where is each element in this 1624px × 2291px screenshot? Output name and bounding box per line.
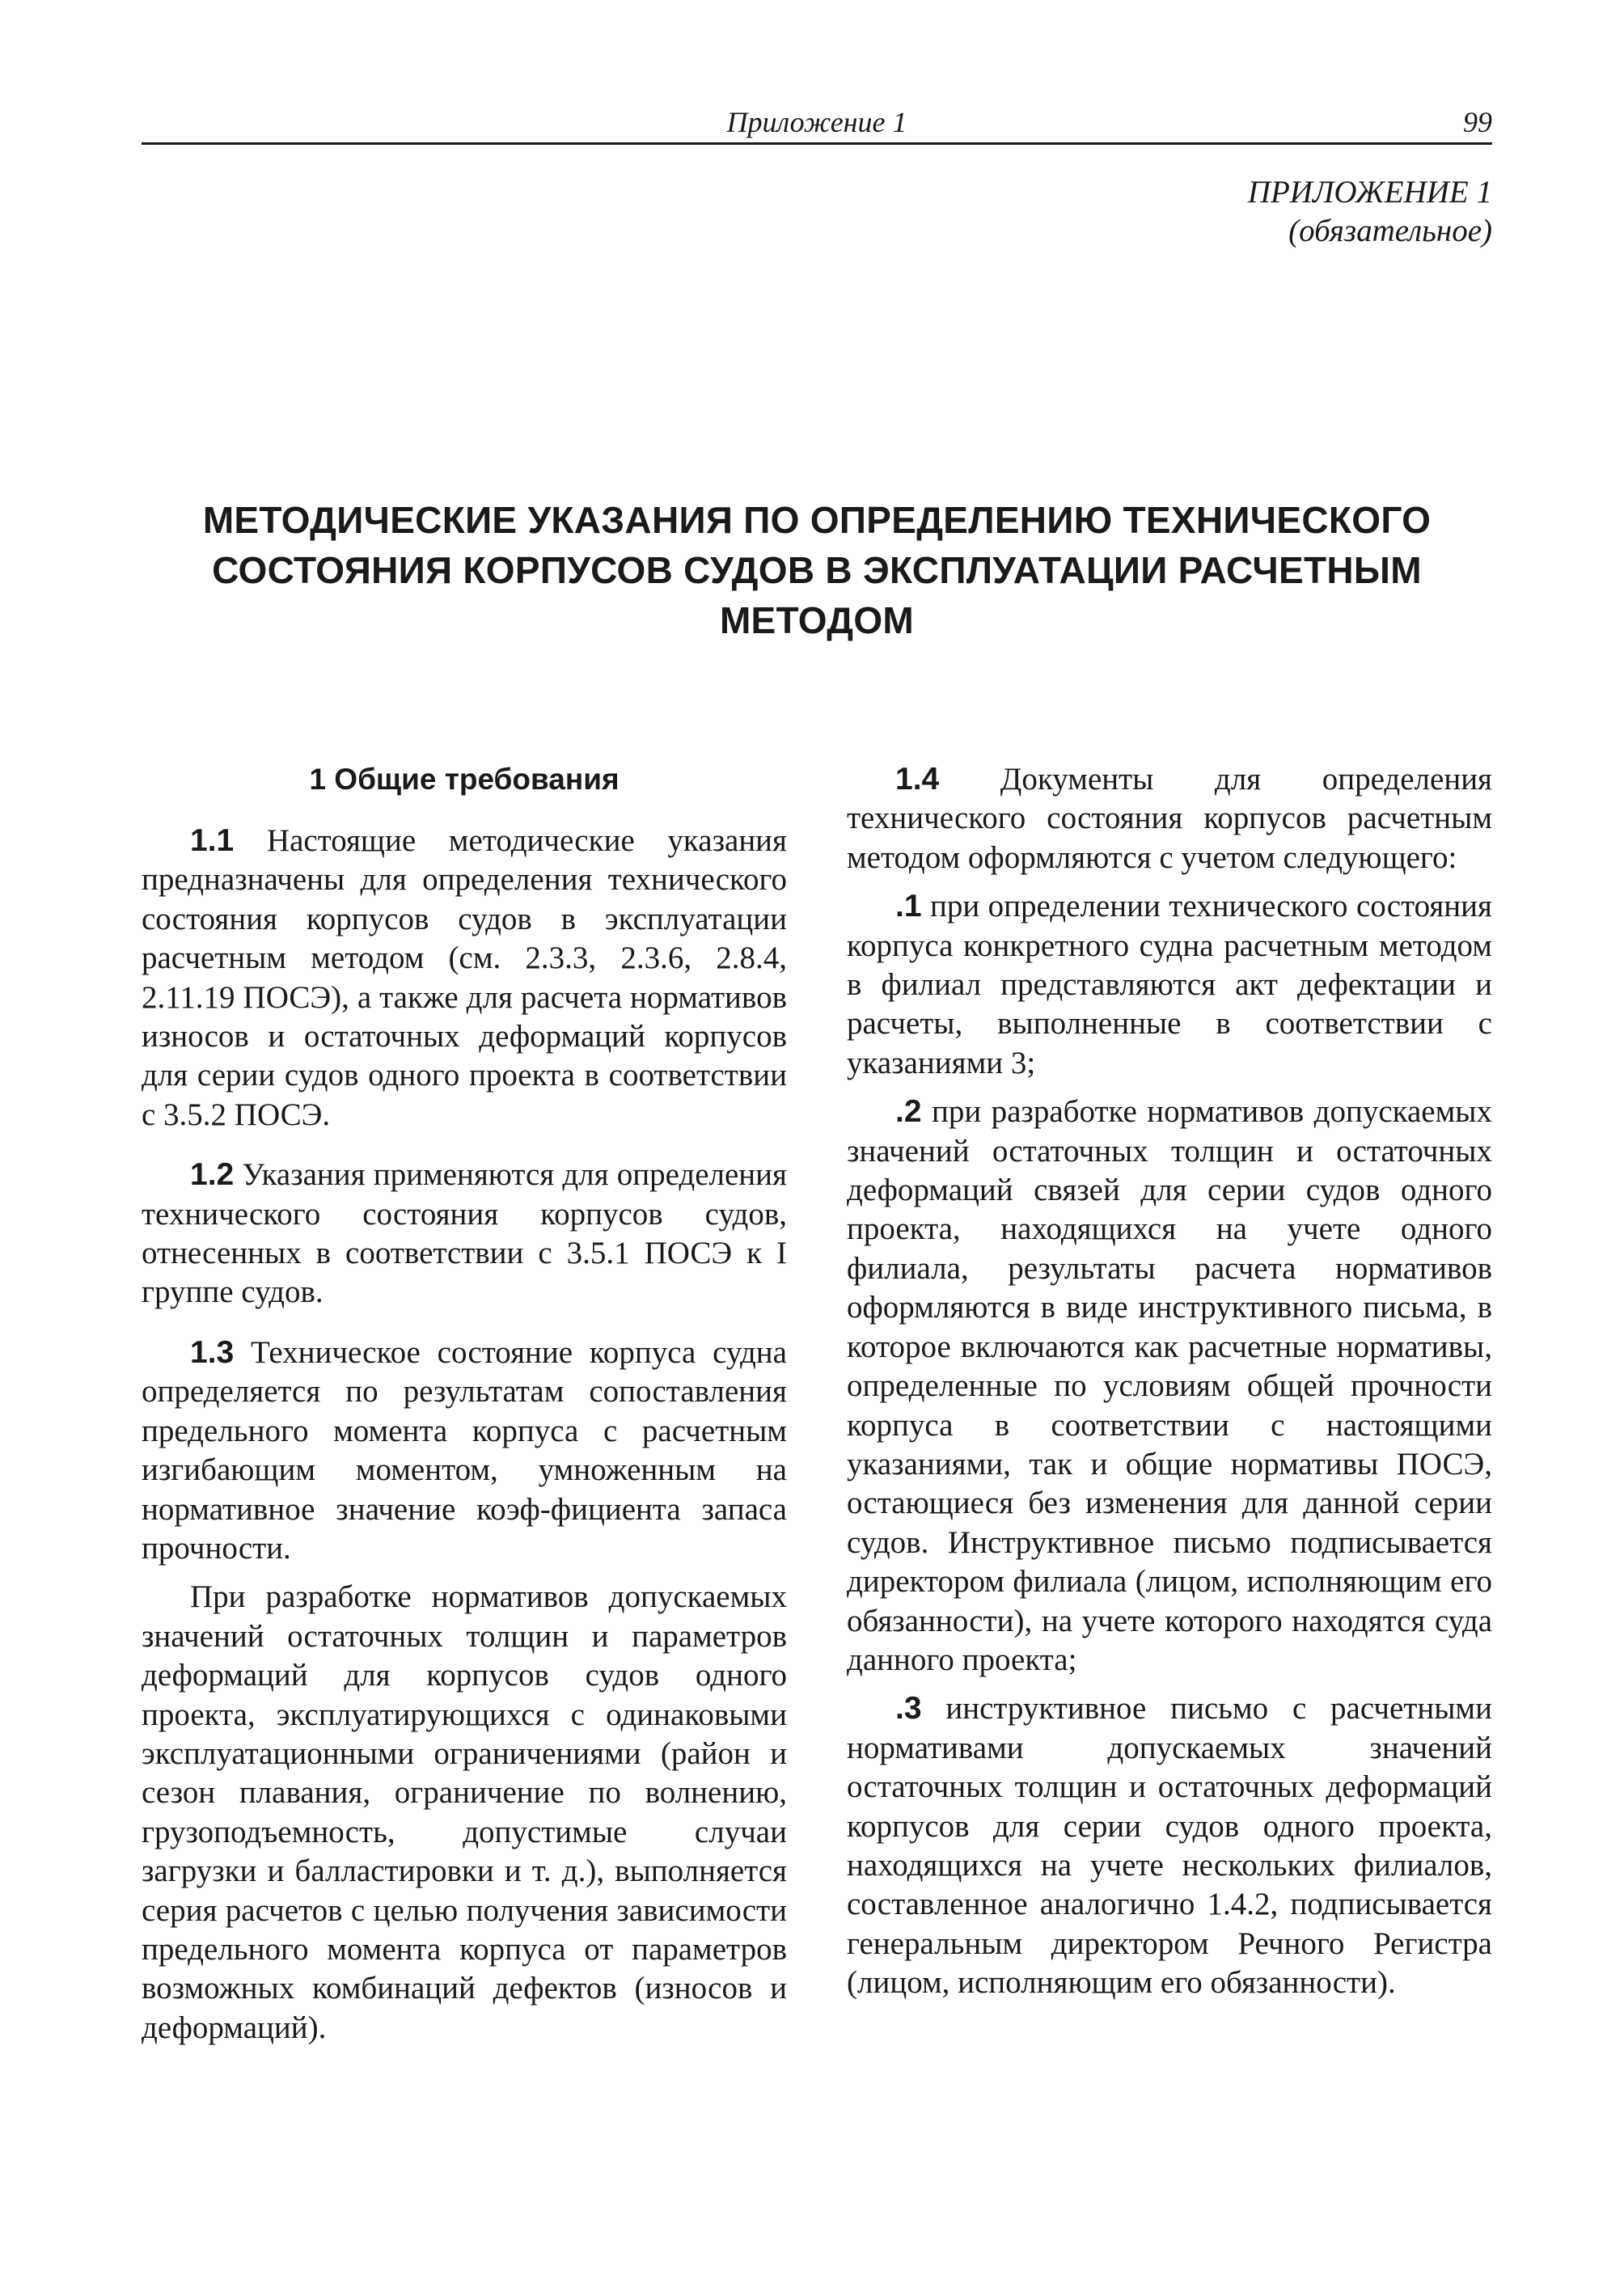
title-line-3: МЕТОДОМ — [719, 599, 915, 641]
paragraph-text: инструктивное письмо с расчетными нормативами допускаемых значений остаточных толщин и остаточных деформаций корпусов для серии судов одного проекта, находящихся на учете нескольких филиалов, составленное аналогично 1.4.2, подписывается генеральным директором Речного Регистра (лицом, исполняющим его обязанности). — [847, 1691, 1492, 2001]
left-column — [142, 760, 787, 2048]
paragraph-text: Настоящие методические указания предназначены для определения технического состояния корпусов судов в эксплуатации расчетным методом (см. 2.3.3, 2.3.6, 2.8.4, 2.11.19 ПОСЭ), а также для расчета нормативов износов и остаточных деформаций корпусов для серии судов одного проекта в соответствии с 3.5.2 ПОСЭ. — [142, 823, 787, 1132]
clause-number: 1.3 — [190, 1334, 235, 1370]
appendix-title: ПРИЛОЖЕНИЕ 1 — [1247, 175, 1492, 209]
clause-number: .1 — [895, 889, 922, 924]
title-line-1: МЕТОДИЧЕСКИЕ УКАЗАНИЯ ПО ОПРЕДЕЛЕНИЮ ТЕХНИЧЕСКОГО — [202, 499, 1432, 541]
paragraph-text: при разработке нормативов допускаемых значений остаточных толщин и остаточных деформаций связей для серии судов одного проекта, находящихся на учете одного филиала, результаты расчета нормативов оформляются в виде инструктивного письма, в которое включаются как расчетные нормативы, определенные по условиям общей прочности корпуса в соответствии с настоящими указаниями, так и общие нормативы ПОСЭ, остающиеся без изменения для данной серии судов. Инструктивное письмо подписывается директором филиала (лицом, исполняющим его обязанности), на учете которого находятся суда данного проекта; — [847, 1094, 1492, 1677]
paragraph-text: Документы для определения технического состояния корпусов расчетным методом оформляются с учетом следующего: — [847, 762, 1492, 875]
page-number: 99 — [1463, 106, 1492, 138]
section-heading: 1 Общие требования — [309, 763, 620, 796]
paragraph-text: при определении технического состояния корпуса конкретного судна расчетным методом в филиал представляются акт дефектации и расчеты, выполненные в соответствии с указаниями 3; — [847, 889, 1492, 1080]
running-header — [142, 105, 1492, 145]
paragraph-1-4-3 — [847, 1689, 1492, 2002]
paragraph-text: Техническое состояние корпуса судна определяется по результатам сопоставления предельного момента корпуса с расчетным изгибающим моментом, умноженным на нормативное значение коэф-фициента запаса прочности. — [142, 1334, 787, 1566]
paragraph-text: Указания применяются для определения технического состояния корпусов судов, отнесенных в соответствии с 3.5.1 ПОСЭ к I группе судов. — [142, 1157, 787, 1310]
right-column — [847, 760, 1492, 2003]
title-line-2: СОСТОЯНИЯ КОРПУСОВ СУДОВ В ЭКСПЛУАТАЦИИ РАСЧЕТНЫМ — [212, 549, 1422, 591]
paragraph-1-4 — [847, 760, 1492, 877]
paragraph-1-3 — [142, 1334, 787, 1568]
appendix-status: (обязательное) — [1288, 213, 1492, 248]
running-title: Приложение 1 — [726, 106, 907, 138]
document-title — [142, 495, 1492, 645]
paragraph-1-2 — [142, 1156, 787, 1312]
clause-number: .3 — [895, 1691, 922, 1727]
clause-number: 1.4 — [895, 762, 940, 797]
paragraph-1-3-continued: При разработке нормативов допускаемых значений остаточных толщин и параметров деформаций для корпусов судов одного проекта, эксплуатирующихся с одинаковыми эксплуатационными ограничениями (район и сезон плавания, ограничение по волнению, грузоподъемность, допустимые случаи загрузки и балластировки и т. д.), выполняется серия расчетов с целью получения зависимости предельного момента корпуса от параметров возможных комбинаций дефектов (износов и деформаций). — [142, 1579, 787, 2045]
paragraph-1-1 — [142, 822, 787, 1135]
appendix-label — [1248, 173, 1492, 251]
paragraph-1-4-1 — [847, 887, 1492, 1083]
paragraph-1-4-2 — [847, 1093, 1492, 1680]
clause-number: 1.2 — [190, 1157, 235, 1193]
clause-number: .2 — [895, 1094, 922, 1130]
clause-number: 1.1 — [190, 823, 235, 858]
